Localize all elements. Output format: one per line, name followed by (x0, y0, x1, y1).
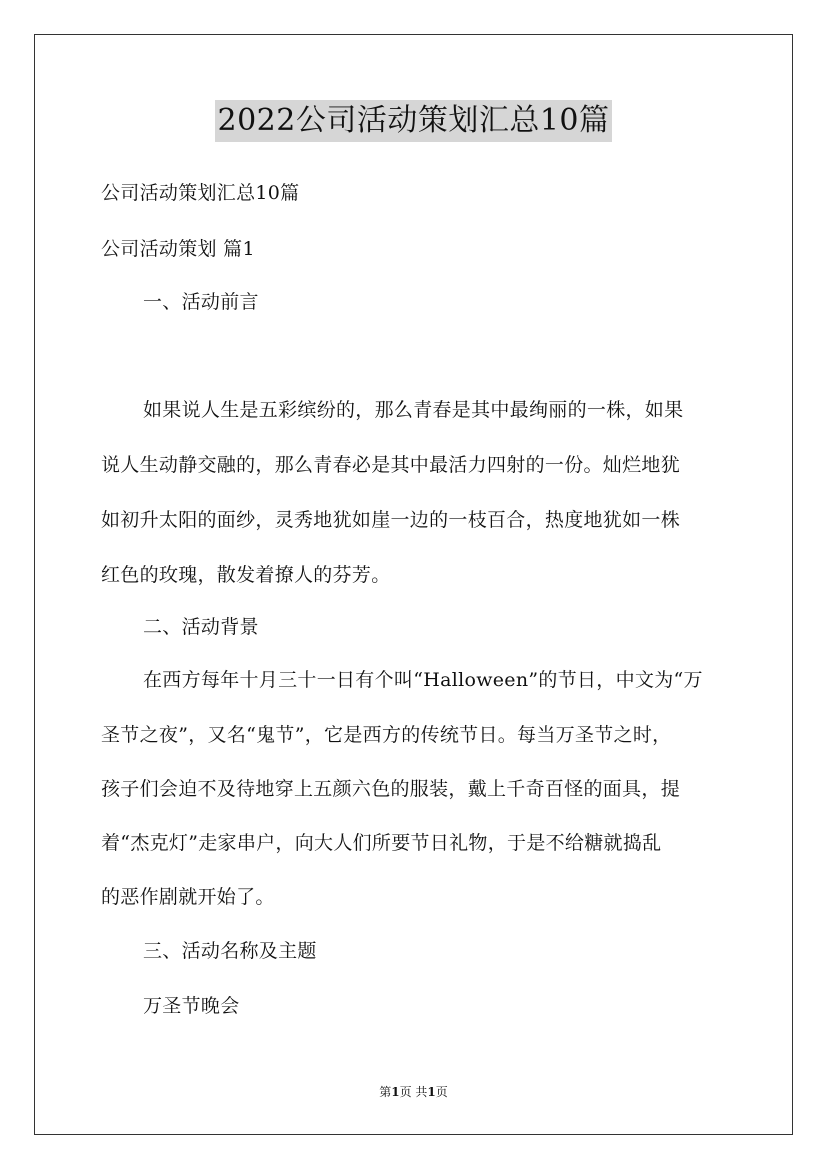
footer-mid: 页 共 (399, 1085, 428, 1099)
subtitle: 公司活动策划汇总10篇 (101, 182, 300, 204)
paragraph-line: 着“杰克灯”走家串户，向大人们所要节日礼物，于是不给糖就捣乱 (101, 832, 662, 854)
section-title: 公司活动策划 篇1 (101, 238, 255, 260)
paragraph-line: 如果说人生是五彩缤纷的，那么青春是其中最绚丽的一株，如果 (143, 399, 684, 421)
paragraph-line: 在西方每年十月三十一日有个叫“Halloween”的节日，中文为“万 (143, 669, 703, 691)
document-title: 2022公司活动策划汇总10篇 (215, 100, 611, 142)
footer-total-pages: 1 (427, 1085, 436, 1099)
heading-background: 二、活动背景 (143, 616, 259, 638)
title-wrap (0, 100, 827, 142)
page-footer (0, 1084, 827, 1100)
footer-prefix: 第 (379, 1085, 392, 1099)
paragraph-line: 万圣节晚会 (143, 995, 240, 1017)
heading-name-theme: 三、活动名称及主题 (143, 940, 317, 962)
paragraph-line: 圣节之夜”，又名“鬼节”，它是西方的传统节日。每当万圣节之时， (101, 724, 672, 746)
footer-page-number: 1 (391, 1085, 400, 1099)
paragraph-line: 红色的玫瑰，散发着撩人的芬芳。 (101, 564, 391, 586)
heading-preface: 一、活动前言 (143, 291, 259, 313)
paragraph-line: 如初升太阳的面纱，灵秀地犹如崖一边的一枝百合，热度地犹如一株 (101, 509, 681, 531)
paragraph-line: 说人生动静交融的，那么青春必是其中最活力四射的一份。灿烂地犹 (101, 454, 681, 476)
paragraph-line: 的恶作剧就开始了。 (101, 886, 275, 908)
paragraph-line: 孩子们会迫不及待地穿上五颜六色的服装，戴上千奇百怪的面具，提 (101, 778, 681, 800)
footer-suffix: 页 (435, 1085, 448, 1099)
